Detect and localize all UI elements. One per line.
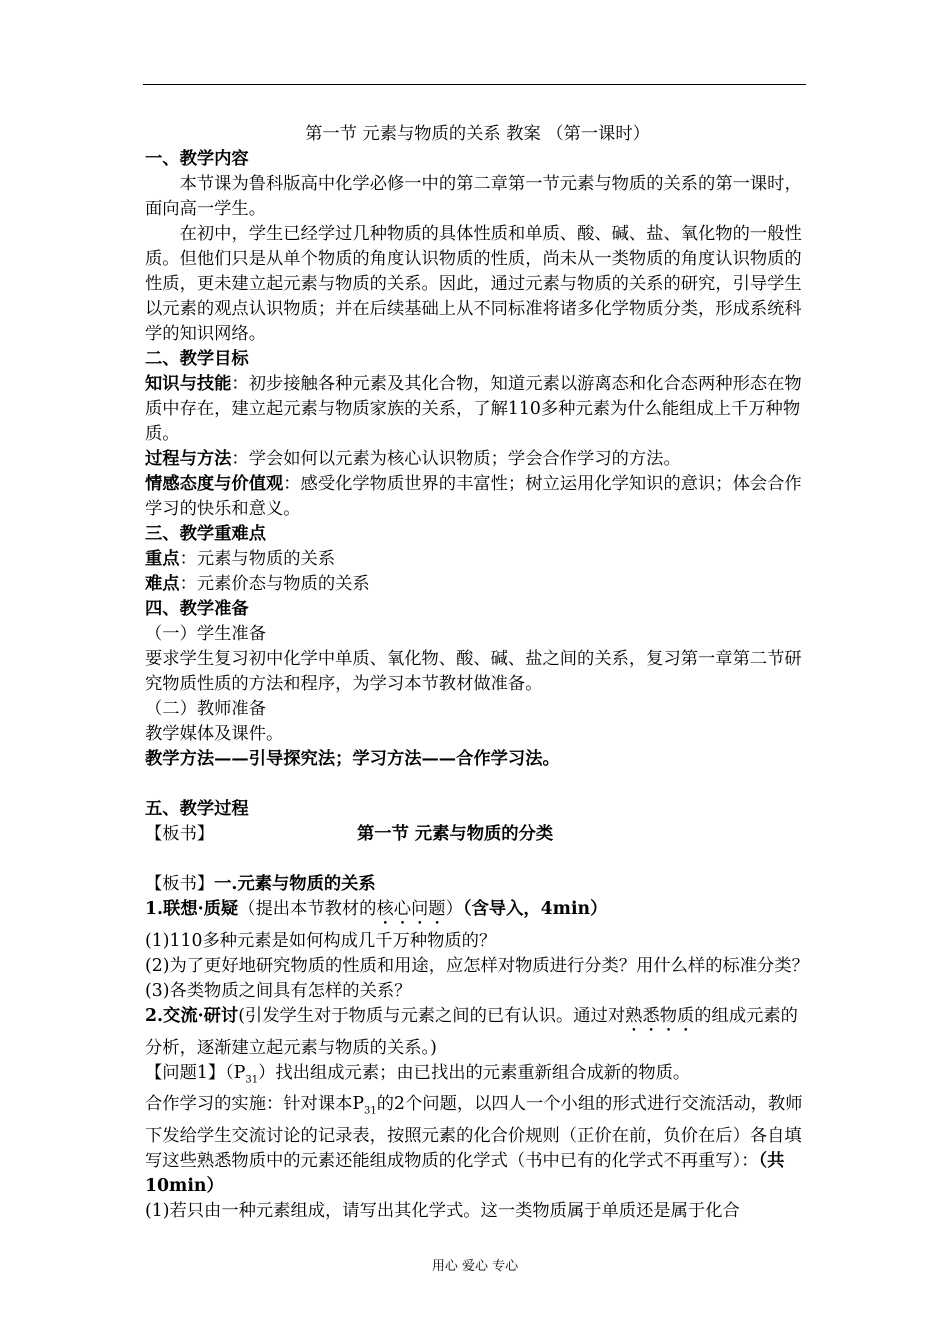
section-heading-4: 四、教学准备	[145, 599, 249, 619]
question-item: (1)110多种元素是如何构成几千万种物质的？	[145, 931, 497, 951]
step-label: 2.交流·研讨	[145, 1006, 239, 1026]
difficult-text: ：元素价态与物质的关系	[179, 574, 370, 594]
page-subscript: 31	[364, 1105, 377, 1117]
problem-page: （P	[225, 1063, 246, 1083]
step-1	[145, 897, 810, 929]
paragraph: 本节课为鲁科版高中化学必修一中的第二章第一节元素与物质的关系的第一课时，面向高一学生。	[145, 174, 802, 219]
section-heading-3: 三、教学重难点	[145, 524, 266, 544]
objective-emotion	[145, 472, 810, 522]
board-tag: 【板书】	[145, 824, 215, 844]
objective-label: 过程与方法	[145, 449, 232, 469]
cooperative-learning	[145, 1092, 810, 1198]
board-title: 一.元素与物质的关系	[214, 874, 376, 894]
objective-text: ：初步接触各种元素及其化合物，知道元素以游离态和化合态两种形态在物质中存在，建立起元素与物质家族的关系，了解110多种元素为什么能组成上千万种物质。	[145, 374, 802, 444]
objective-text: ：学会如何以元素为核心认识物质；学会合作学习的方法。	[231, 449, 681, 469]
emphasis-text: 熟悉物质	[625, 1006, 695, 1026]
objective-label: 情感态度与价值观	[145, 474, 284, 494]
question-item: (1)若只由一种元素组成，请写出其化学式。这一类物质属于单质还是属于化合	[145, 1200, 740, 1221]
objective-label: 知识与技能	[145, 374, 232, 394]
paragraph: 在初中，学生已经学过几种物质的具体性质和单质、酸、碱、盐、氧化物的一般性质。但他们只是从单个物质的角度认识物质的性质，尚未从一类物质的角度认识物质的性质，更未建立起元素与物质的关系。因此，通过元素与物质的关系的研究，引导学生以元素的观点认识物质；并在后续基础上从不同标准将诸多化学物质分类，形成系统科学的知识网络。	[145, 224, 802, 344]
objective-knowledge	[145, 372, 810, 447]
coop-text: 的2个问题，以四人一个小组的形式进行交流活动，教师下发给学生交流讨论的记录表，按照元素的化合价规则（正价在前，负价在后）各自填写这些熟悉物质中的元素还能组成物质的化学式（书中已有的化学式不再重写）：	[145, 1094, 803, 1171]
teaching-methods: 教学方法——引导探究法；学习方法——合作学习法。	[145, 749, 560, 769]
objective-method	[145, 447, 810, 472]
spacer	[145, 772, 810, 797]
spacer	[145, 847, 810, 872]
student-prep-text: 要求学生复习初中化学中单质、氧化物、酸、碱、盐之间的关系，复习第一章第二节研究物质性质的方法和程序，为学习本节教材做准备。	[145, 649, 802, 694]
section-heading-1: 一、教学内容	[145, 149, 249, 169]
board-note-2	[145, 872, 810, 897]
document-title: 第一节 元素与物质的关系 教案 （第一课时）	[305, 124, 650, 144]
page-subscript: 31	[245, 1074, 259, 1086]
section-heading-2: 二、教学目标	[145, 349, 249, 369]
teacher-prep-label: （二）教师准备	[145, 699, 266, 719]
teacher-prep-text: 教学媒体及课件。	[145, 724, 284, 744]
key-text: ：元素与物质的关系	[179, 549, 336, 569]
step-note: 的组成元素的分析，逐渐建立起元素与物质的关系。)	[145, 1006, 798, 1058]
objective-text: ：感受化学物质世界的丰富性；树立运用化学知识的意识；体会合作学习的快乐和意义。	[145, 474, 802, 519]
step-label: 1.联想·质疑	[145, 899, 239, 919]
section-heading-5: 五、教学过程	[145, 799, 249, 819]
coop-time: （共10min）	[145, 1150, 785, 1196]
board-note-1	[145, 822, 810, 847]
coop-text: 合作学习的实施：针对课本P	[145, 1094, 365, 1115]
difficult-point	[145, 572, 810, 597]
step-note: （提出本节教材的	[238, 899, 377, 919]
board-title: 第一节 元素与物质的分类	[357, 824, 554, 844]
header-rule	[143, 84, 806, 85]
key-point	[145, 547, 810, 572]
page-footer: 用心 爱心 专心	[431, 1259, 519, 1274]
step-note: ）	[445, 899, 463, 919]
question-item: (2)为了更好地研究物质的性质和用途，应怎样对物质进行分类？用什么样的标准分类？	[145, 956, 809, 976]
student-prep-label: （一）学生准备	[145, 624, 266, 644]
problem-tag: 【问题1】	[145, 1063, 226, 1083]
problem-1	[145, 1061, 810, 1092]
document-body	[145, 122, 810, 1224]
step-note: (引发学生对于物质与元素之间的已有认识。通过对	[238, 1006, 626, 1026]
emphasis-text: 核心问题	[376, 899, 446, 919]
problem-text: ）找出组成元素；由已找出的元素重新组合成新的物质。	[258, 1063, 691, 1083]
question-item: (3)各类物质之间具有怎样的关系？	[145, 981, 412, 1001]
step-2	[145, 1004, 810, 1061]
key-label: 重点	[145, 549, 180, 569]
step-time: （含导入，4min）	[462, 899, 608, 919]
difficult-label: 难点	[145, 574, 180, 594]
board-tag: 【板书】	[145, 874, 215, 894]
